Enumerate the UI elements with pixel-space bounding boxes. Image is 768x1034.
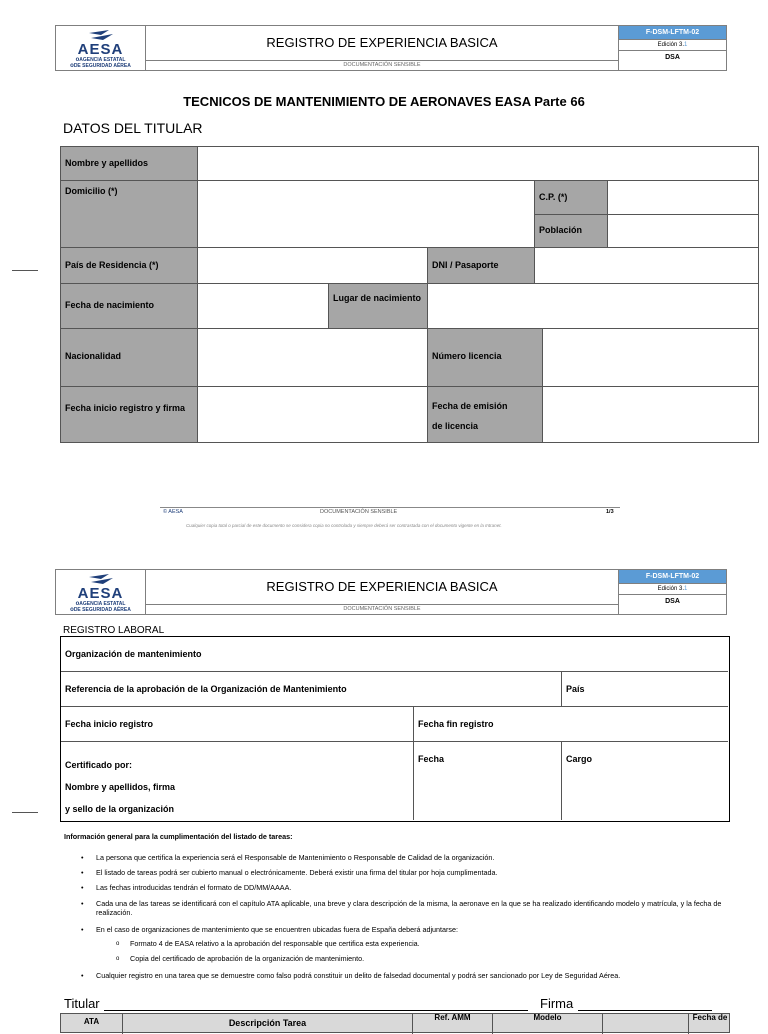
footer-copyright: © AESA: [163, 509, 183, 515]
department: DSA: [665, 598, 680, 605]
th-registration: [603, 1014, 689, 1034]
sensitivity-label: DOCUMENTACIÓN SENSIBLE: [343, 62, 421, 68]
label-org: Organización de mantenimiento: [61, 637, 728, 672]
logo-sub1: o AGENCIA ESTATAL: [56, 57, 145, 63]
logo-text: AESA: [77, 41, 124, 58]
label-name: Nombre y apellidos: [61, 147, 198, 181]
doc-title: REGISTRO DE EXPERIENCIA BASICA: [145, 26, 619, 61]
info-title: Información general para la cumplimentación del listado de tareas:: [64, 832, 293, 841]
main-title: TECNICOS DE MANTENIMIENTO DE AERONAVES EASA Parte 66: [183, 94, 585, 109]
th-description: Descripción Tarea: [123, 1014, 413, 1034]
info-bullet: • La persona que certifica la experiencia será el Responsable de Mantenimiento o Responsable de Calidad de la organización.: [96, 854, 726, 863]
label-approval-ref: Referencia de la aprobación de la Organización de Mantenimiento: [61, 672, 562, 707]
titular-label: Titular: [64, 996, 100, 1011]
input-address[interactable]: [198, 181, 535, 248]
label-cert-date: Fecha: [414, 742, 562, 820]
th-ata: ATA: [61, 1014, 123, 1034]
label-start-date: Fecha inicio registro y firma: [61, 387, 198, 442]
footer-disclaimer: Cualquier copia total o parcial de este documento se considera copia no controlada y siempre deberá ser contrastada con el documento vigente en la Intranet.: [186, 523, 502, 528]
margin-mark: [12, 812, 38, 813]
info-sub-bullet: o Formato 4 de EASA relativo a la aprobación del responsable que certifica esta experiencia.: [130, 940, 730, 949]
task-table-header: [60, 1013, 730, 1033]
edition: Edición 3.1: [619, 40, 726, 51]
edition: Edición 3.1: [619, 584, 726, 595]
label-id: DNI / Pasaporte: [428, 248, 535, 284]
input-license-number[interactable]: [543, 329, 758, 387]
label-birth-date: Fecha de nacimiento: [61, 284, 198, 329]
section-title-labor: REGISTRO LABORAL: [63, 625, 165, 636]
logo-sub1: o AGENCIA ESTATAL: [56, 601, 145, 607]
page2-header: [55, 569, 727, 615]
footer-sensitivity: DOCUMENTACIÓN SENSIBLE: [320, 509, 398, 515]
footer-rule: [160, 507, 620, 508]
department: DSA: [665, 54, 680, 61]
input-birth-date[interactable]: [198, 284, 329, 329]
logo-sub2: o DE SEGURIDAD AÉREA: [56, 607, 145, 613]
label-issue-date: Fecha de emisión de licencia: [428, 387, 543, 442]
doc-code-block: [618, 26, 726, 70]
input-city[interactable]: [608, 215, 758, 248]
firma-label: Firma: [540, 996, 574, 1011]
info-bullet: • Las fechas introducidas tendrán el formato de DD/MM/AAAA.: [96, 884, 726, 893]
label-license-number: Número licencia: [428, 329, 543, 387]
logo-text: AESA: [77, 585, 124, 602]
aesa-logo: [56, 570, 146, 614]
doc-code: F-DSM-LFTM-02: [619, 570, 726, 584]
input-nationality[interactable]: [198, 329, 428, 387]
label-country-org: País: [562, 672, 728, 707]
labor-record-table: [60, 636, 730, 822]
label-country: País de Residencia (*): [61, 248, 198, 284]
input-start-date[interactable]: [198, 387, 428, 442]
firma-line[interactable]: [578, 1010, 712, 1011]
footer-page: 1/3: [606, 509, 614, 515]
page1-header: [55, 25, 727, 71]
label-certified-by: Certificado por: Nombre y apellidos, firma y sello de la organización: [61, 742, 414, 820]
titular-line[interactable]: [104, 1010, 528, 1011]
logo-sub2: o DE SEGURIDAD AÉREA: [56, 63, 145, 69]
section-title: DATOS DEL TITULAR: [63, 120, 203, 136]
doc-code-block: [618, 570, 726, 614]
th-ref-amm: Ref. AMM: [413, 1014, 493, 1034]
label-cp: C.P. (*): [535, 181, 608, 215]
sensitivity-label: DOCUMENTACIÓN SENSIBLE: [343, 606, 421, 612]
input-cp[interactable]: [608, 181, 758, 215]
input-id[interactable]: [535, 248, 758, 284]
input-birth-place[interactable]: [428, 284, 758, 329]
label-birth-place: Lugar de nacimiento: [329, 284, 428, 329]
doc-code: F-DSM-LFTM-02: [619, 26, 726, 40]
holder-data-table: [60, 146, 759, 443]
input-issue-date[interactable]: [543, 387, 758, 442]
label-start-registry: Fecha inicio registro: [61, 707, 414, 742]
label-end-registry: Fecha fin registro: [414, 707, 728, 742]
label-city: Población: [535, 215, 608, 248]
info-bullet: • Cualquier registro en una tarea que se demuestre como falso podrá constituir un delito de falsedad documental y podrá ser sancionado por Ley de Seguridad Aérea.: [96, 972, 726, 981]
info-bullet: • Cada una de las tareas se identificará con el capítulo ATA aplicable, una breve y clara descripción de la misma, la aeronave en la que se ha realizado identificando modelo y matrícula, y la fecha de realización.: [96, 900, 726, 917]
label-address: Domicilio (*): [61, 181, 198, 248]
info-bullet: • En el caso de organizaciones de mantenimiento que se encuentren ubicadas fuera de España deberá adjuntarse:: [96, 926, 726, 935]
input-country[interactable]: [198, 248, 428, 284]
doc-title: REGISTRO DE EXPERIENCIA BASICA: [145, 570, 619, 605]
margin-mark: [12, 270, 38, 271]
info-bullet: • El listado de tareas podrá ser cubierto manual o electrónicamente. Deberá existir una firma del titular por hoja cumplimentada.: [96, 869, 726, 878]
label-nationality: Nacionalidad: [61, 329, 198, 387]
label-cert-position: Cargo: [566, 754, 593, 764]
th-model: Modelo: [493, 1014, 603, 1034]
th-date: Fecha de: [692, 1013, 728, 1022]
info-sub-bullet: o Copia del certificado de aprobación de la organización de mantenimiento.: [130, 955, 730, 964]
input-name[interactable]: [198, 147, 758, 181]
aesa-logo: [56, 26, 146, 70]
